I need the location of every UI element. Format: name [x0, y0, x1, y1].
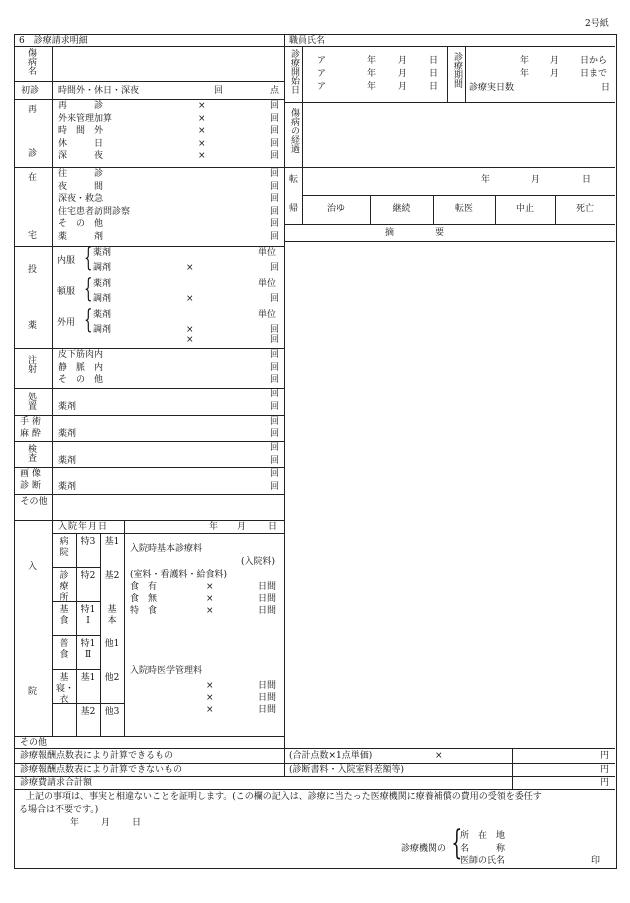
shoshin-desc: 時間外・休日・深夜 — [58, 86, 140, 96]
saishin-row-label: 休 日 — [58, 138, 104, 149]
mult-sign: × — [206, 606, 214, 616]
nyuin-grid-cell: 基寝・衣 — [56, 673, 75, 705]
unit-tan-i: 単位 — [258, 279, 277, 289]
unit-kai: 回 — [270, 169, 280, 179]
left-title: 6 診療請求明細 — [19, 36, 88, 46]
unit-kai: 回 — [270, 219, 280, 229]
unit-nikan: 日間 — [258, 606, 277, 616]
chouzai-label: 調剤 — [93, 263, 112, 273]
unit-kai: 回 — [270, 194, 280, 204]
outcome-option: 治ゆ — [326, 204, 345, 214]
mult-sign: × — [198, 126, 206, 136]
nyuin-grid-cell: 特3 — [80, 537, 96, 547]
yakuzai-label: 薬剤 — [93, 310, 112, 320]
unit-kai: 回 — [270, 101, 280, 111]
day-label: 日 — [429, 56, 439, 66]
unit-nikan: 日間 — [258, 681, 277, 691]
shoshin-label: 初診 — [21, 86, 40, 96]
summary-row3: 診療費請求合計額 — [20, 778, 93, 788]
right-title: 職員氏名 — [289, 36, 326, 46]
unit-kai: 回 — [270, 263, 280, 273]
nyuin-grid-cell: 基1 — [104, 537, 120, 547]
unit-tan-i: 単位 — [258, 310, 277, 320]
zaitaku-row-label: 深夜・救急 — [58, 194, 104, 204]
month-label: 月 — [398, 82, 408, 92]
chusha-row-label: そ の 他 — [58, 375, 104, 385]
unit-kai: 回 — [270, 113, 280, 124]
mult-sign: × — [206, 705, 214, 715]
unit-kai: 回 — [270, 362, 280, 373]
nyuin-grid-cell: 基食 — [59, 605, 69, 626]
nyuin-grid-cell: 普食 — [59, 639, 69, 660]
kaishi-prefix: ア — [317, 69, 327, 79]
unit-kai: 回 — [270, 325, 280, 335]
unit-nikan: 日間 — [258, 693, 277, 703]
nyuin-grid-cell: 特1Ⅱ — [80, 639, 96, 660]
mult-sign: × — [186, 335, 194, 345]
day-label: 日 — [429, 69, 439, 79]
chusha-row-label: 皮下筋肉内 — [58, 350, 104, 360]
touyaku-group: 内服 — [57, 256, 76, 266]
center-divider — [284, 34, 285, 748]
nyuin-grid-cell: 基本 — [107, 605, 117, 626]
form-number: 2号紙 — [585, 19, 609, 29]
mult-sign: × — [198, 151, 206, 161]
chouzai-label: 調剤 — [93, 325, 112, 335]
mult-sign: × — [206, 594, 214, 604]
unit-kai: 回 — [270, 231, 280, 242]
saishin-row-label: 深 夜 — [58, 151, 104, 161]
mult-sign: × — [206, 693, 214, 703]
brace: { — [84, 243, 93, 273]
kaishi-prefix: ア — [317, 82, 327, 92]
mult-sign: × — [186, 263, 194, 273]
yakuzai-label: 薬剤 — [93, 248, 112, 258]
zaitaku-row-label: そ の 他 — [58, 219, 104, 229]
unit-kai: 回 — [270, 350, 280, 360]
zaitaku-row-label: 住宅患者訪問診察 — [58, 206, 131, 217]
unit-kai: 回 — [270, 126, 280, 136]
day-label: 日 — [429, 82, 439, 92]
unit-kai: 回 — [270, 138, 280, 149]
unit-nikan: 日間 — [258, 705, 277, 715]
outcome-option: 継続 — [392, 204, 411, 214]
mult-sign: × — [186, 325, 194, 335]
zaitaku-row-label: 薬 剤 — [58, 231, 104, 242]
unit-kai: 回 — [270, 181, 280, 192]
brace: { — [84, 274, 93, 304]
year-label: 年 — [367, 56, 377, 66]
chouzai-label: 調剤 — [93, 294, 112, 304]
mult-sign: × — [198, 101, 206, 111]
nyuin-grid-cell: 基1 — [80, 673, 96, 683]
yakuzai-label: 薬剤 — [93, 279, 112, 289]
summary-row1: 診療報酬点数表により計算できるもの — [20, 751, 174, 761]
mult-sign: × — [206, 582, 214, 592]
mult-sign: × — [198, 113, 206, 124]
outcome-option: 中止 — [515, 204, 534, 214]
unit-tan-i: 単位 — [258, 248, 277, 258]
outcome-option: 死亡 — [575, 204, 594, 214]
chusha-row-label: 静 脈 内 — [58, 362, 104, 373]
unit-nikan: 日間 — [258, 582, 277, 592]
touyaku-group: 頓服 — [57, 287, 76, 297]
month-label: 月 — [398, 56, 408, 66]
nyuin-grid-cell: 他1 — [104, 639, 120, 649]
form-frame — [14, 34, 617, 869]
seal: 印 — [591, 856, 601, 866]
nyuin-grid-cell: 基2 — [104, 571, 120, 581]
saishin-row-label: 再 診 — [58, 101, 104, 111]
meal-label: 食 有 — [130, 582, 158, 592]
mult-sign: × — [186, 294, 194, 304]
mult-sign: × — [206, 681, 214, 691]
unit-kai: 回 — [270, 206, 280, 217]
cert-brace: { — [451, 823, 463, 863]
mult-sign: × — [198, 138, 206, 149]
unit-kai: 回 — [270, 294, 280, 304]
disease-label: 傷病名 — [26, 48, 36, 75]
meal-label: 特 食 — [130, 606, 158, 616]
nyuin-grid-cell: 診療所 — [59, 571, 69, 603]
year-label: 年 — [367, 82, 377, 92]
tekiyo-label: 摘 要 — [385, 228, 446, 238]
unit-kai: 回 — [270, 335, 280, 345]
cert-line1: 上記の事項は、事実と相違ないことを証明します。(この欄の記入は、診療に当たった医療機関に療養補償の費用の受領を委任す — [26, 792, 542, 802]
summary-row2: 診療報酬点数表により計算できないもの — [20, 765, 183, 775]
meal-label: 食 無 — [130, 594, 158, 604]
unit-kai: 回 — [270, 151, 280, 161]
zaitaku-row-label: 往 診 — [58, 169, 104, 179]
brace: { — [84, 305, 93, 335]
nyuin-grid-cell: 特1Ⅰ — [80, 605, 96, 626]
unit-kai: 回 — [270, 375, 280, 385]
cert-kikan: 診療機関の — [401, 844, 447, 854]
nyuin-grid-cell: 病院 — [59, 537, 69, 558]
nyuin-grid-cell: 他2 — [104, 673, 120, 683]
unit-nikan: 日間 — [258, 594, 277, 604]
touyaku-group: 外用 — [57, 318, 76, 328]
year-label: 年 — [367, 69, 377, 79]
saishin-row-label: 時 間 外 — [58, 126, 104, 136]
nyuin-grid-cell: 他3 — [104, 707, 120, 717]
saishin-row-label: 外来管理加算 — [58, 113, 113, 124]
month-label: 月 — [398, 69, 408, 79]
nyuin-grid-cell: 特2 — [80, 571, 96, 581]
kaishi-prefix: ア — [317, 56, 327, 66]
cert-line2: る場合は不要です。) — [19, 805, 99, 815]
zaitaku-row-label: 夜 間 — [58, 181, 104, 192]
nyuin-grid-cell: 基2 — [80, 707, 96, 717]
outcome-option: 転医 — [454, 204, 473, 214]
